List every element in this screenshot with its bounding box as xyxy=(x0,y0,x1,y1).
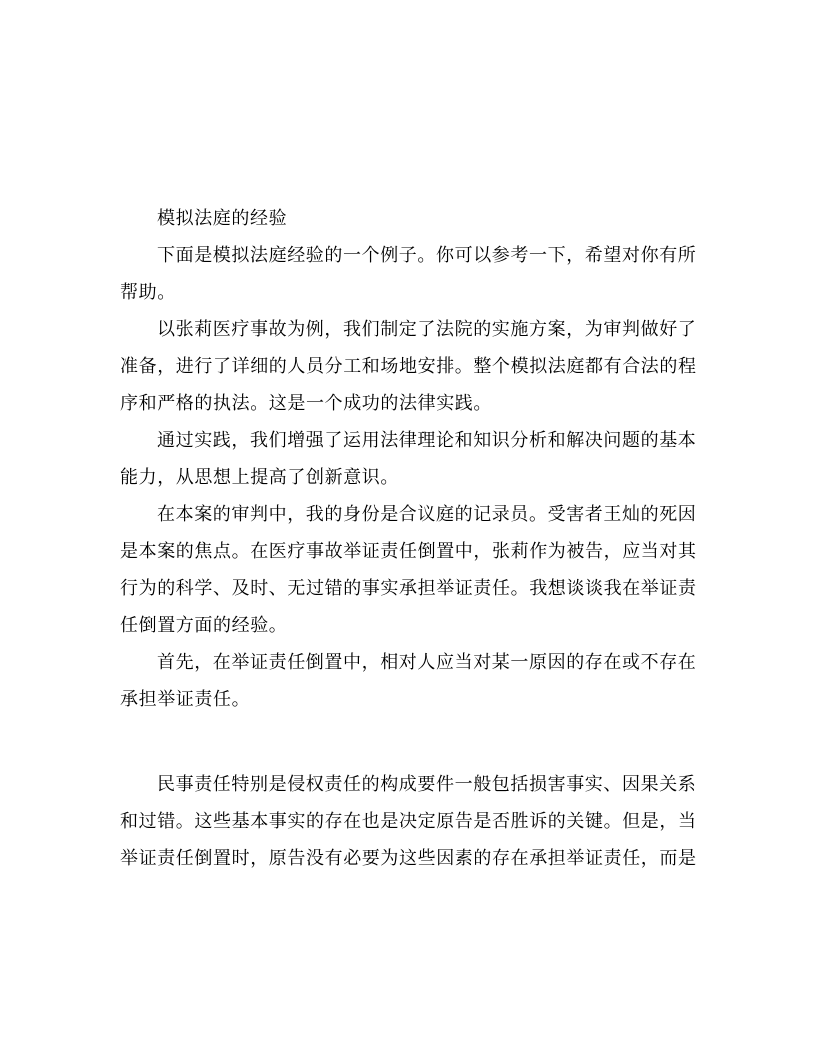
paragraph-1-line-2: 帮助。 xyxy=(120,282,176,303)
paragraph-6-line-3: 举证责任倒置时，原告没有必要为这些因素的存在承担举证责任，而是 xyxy=(120,848,697,869)
document-title: 模拟法庭的经验 xyxy=(157,208,288,229)
paragraph-2-line-2: 准备，进行了详细的人员分工和场地安排。整个模拟法庭都有合法的程 xyxy=(120,356,697,377)
paragraph-6-line-2: 和过错。这些基本事实的存在也是决定原告是否胜诉的关键。但是，当 xyxy=(120,811,697,832)
paragraph-4-line-2: 是本案的焦点。在医疗事故举证责任倒置中，张莉作为被告，应当对其 xyxy=(120,541,697,562)
paragraph-2-line-1: 以张莉医疗事故为例，我们制定了法院的实施方案，为审判做好了 xyxy=(157,319,697,340)
paragraph-4-line-1: 在本案的审判中，我的身份是合议庭的记录员。受害者王灿的死因 xyxy=(157,504,697,525)
paragraph-3-line-2: 能力，从思想上提高了创新意识。 xyxy=(120,467,399,488)
paragraph-5-line-1: 首先，在举证责任倒置中，相对人应当对某一原因的存在或不存在 xyxy=(157,652,697,673)
paragraph-6-line-1: 民事责任特别是侵权责任的构成要件一般包括损害事实、因果关系 xyxy=(157,774,697,795)
paragraph-1-line-1: 下面是模拟法庭经验的一个例子。你可以参考一下，希望对你有所 xyxy=(157,245,697,266)
document-body xyxy=(120,200,700,877)
paragraph-5-line-2: 承担举证责任。 xyxy=(120,689,251,710)
paragraph-gap xyxy=(120,718,700,766)
paragraph-2-line-3: 序和严格的执法。这是一个成功的法律实践。 xyxy=(120,393,492,414)
paragraph-3-line-1: 通过实践，我们增强了运用法律理论和知识分析和解决问题的基本 xyxy=(157,430,697,451)
paragraph-4-line-3: 行为的科学、及时、无过错的事实承担举证责任。我想谈谈我在举证责 xyxy=(120,578,697,599)
paragraph-4-line-4: 任倒置方面的经验。 xyxy=(120,615,288,636)
